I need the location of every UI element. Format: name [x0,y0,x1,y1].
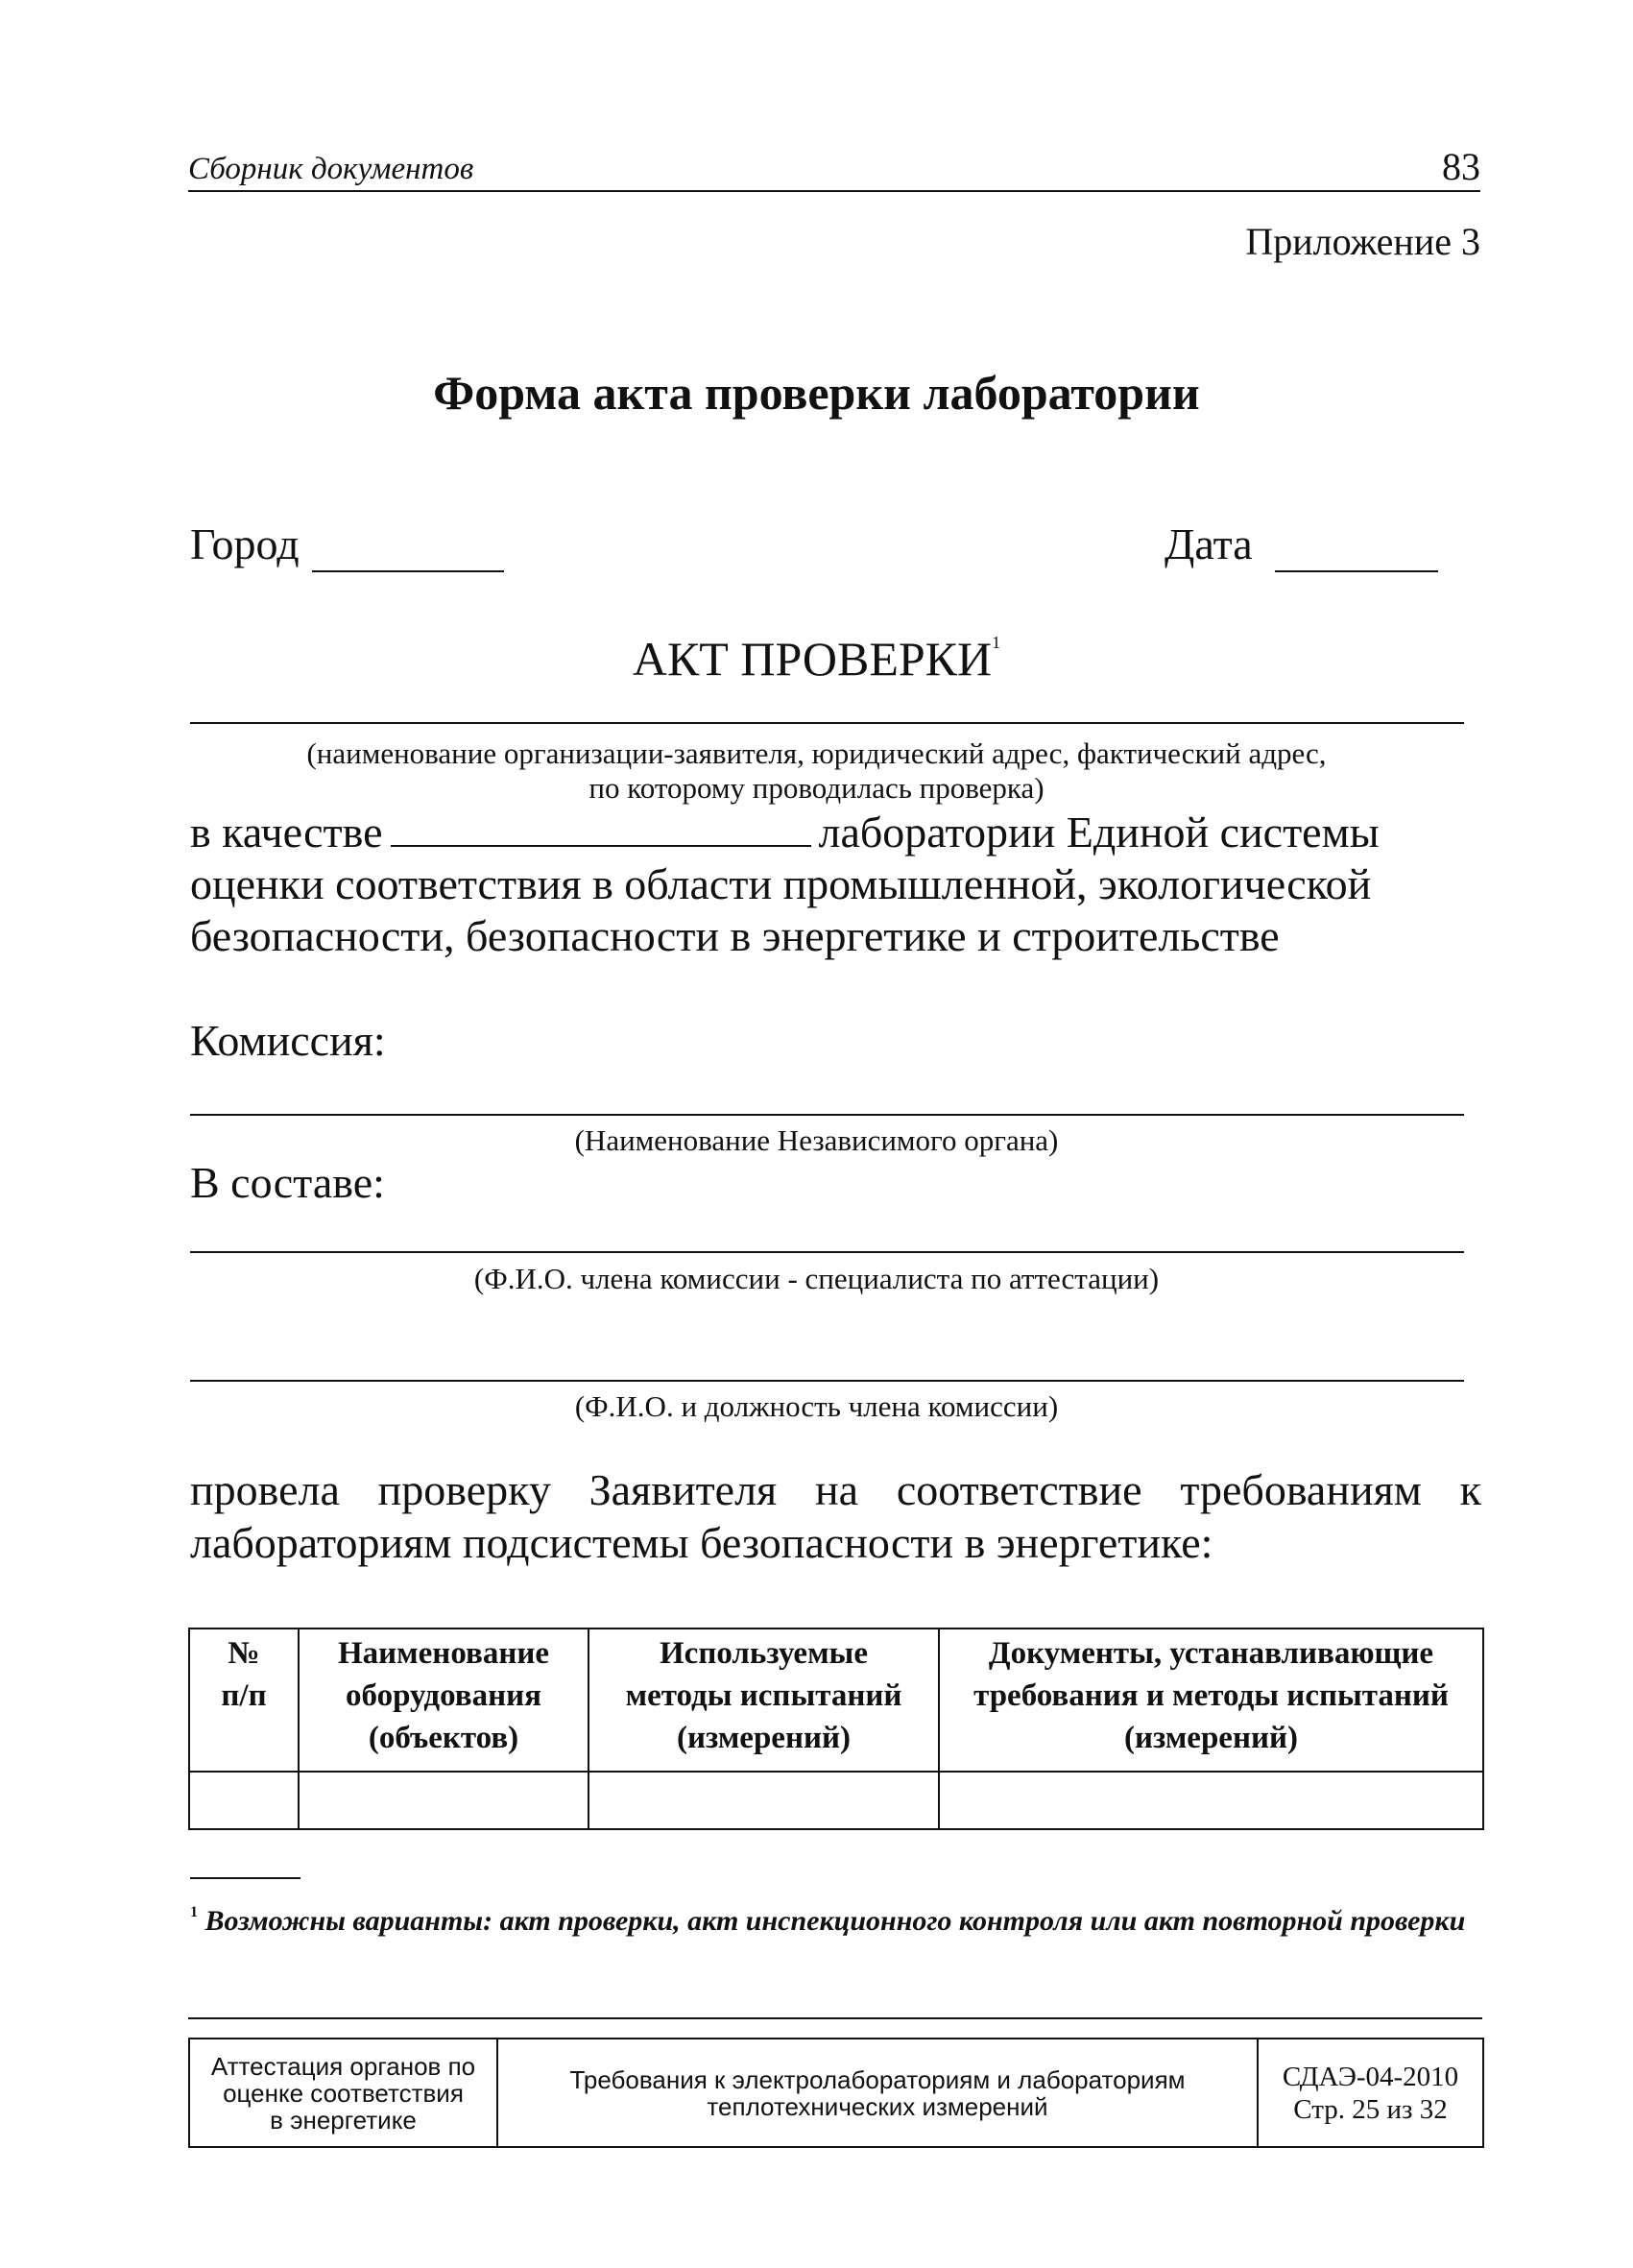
composition-label: В составе: [190,1158,385,1207]
city-blank-field [312,570,504,572]
organization-caption-line1: (наименование организации-заявителя, юридический адрес, фактический адрес, [306,736,1327,770]
column-header-number: № п/п [189,1629,299,1772]
footer-table [188,2038,1484,2148]
header-rule [188,190,1480,192]
table-cell [939,1772,1483,1829]
page-number: 83 [1442,145,1480,188]
act-title [0,631,1633,687]
footnote-text: Возможны варианты: акт проверки, акт инспекционного контроля или акт повторной проверки [204,1905,1466,1937]
capacity-line3: безопасности, безопасности в энергетике и строительстве [190,911,1280,960]
table-header-row [189,1629,1483,1772]
conclusion-line2: лабораториям подсистемы безопасности в энергетике: [190,1518,1213,1567]
city-label: Город [190,519,300,568]
date-blank-field [1275,570,1438,572]
footer-center-cell: Требования к электролабораториям и лабораториям теплотехнических измерений [497,2039,1258,2147]
requirements-table [188,1628,1484,1830]
capacity-suffix: лаборатории Единой системы [818,808,1380,857]
commission-caption: (Наименование Независимого органа) [574,1123,1059,1157]
footer-rule [188,2017,1482,2019]
organization-caption-line2: по которому проводилась проверка) [588,771,1045,805]
table-cell [189,1772,299,1829]
member2-blank-field [190,1380,1464,1382]
running-header-title: Сборник документов [188,152,474,186]
table-row [189,1772,1483,1829]
footer-right-cell: СДАЭ-04-2010 Стр. 25 из 32 [1258,2039,1483,2147]
member1-blank-field [190,1251,1464,1253]
capacity-line [190,807,1481,858]
appendix-label: Приложение 3 [1245,220,1480,263]
column-header-equipment: Наименование оборудования (объектов) [299,1629,588,1772]
table-cell [299,1772,588,1829]
column-header-methods: Используемые методы испытаний (измерений) [588,1629,939,1772]
date-label: Дата [1165,519,1253,568]
act-title-text: АКТ ПРОВЕРКИ [632,632,993,686]
member1-caption: (Ф.И.О. члена комиссии - специалиста по аттестации) [473,1262,1160,1295]
footnote-mark: 1 [190,1904,198,1920]
footnote [190,1892,1467,1942]
capacity-blank-field [391,816,811,847]
conclusion-line1: провела проверку Заявителя на соответствие требованиям к [190,1465,1481,1514]
capacity-line2: оценки соответствия в области промышленной, экологической [190,859,1372,908]
footer-left-cell: Аттестация органов по оценке соответствия в энергетике [189,2039,497,2147]
footnote-rule [190,1877,300,1879]
organization-blank-field [190,722,1464,724]
form-title: Форма акта проверки лаборатории [433,366,1200,420]
table-cell [588,1772,939,1829]
act-footnote-mark: 1 [992,633,1001,652]
member2-caption: (Ф.И.О. и должность члена комиссии) [574,1389,1059,1423]
column-header-documents: Документы, устанавливающие требования и методы испытаний (измерений) [939,1629,1483,1772]
commission-blank-field [190,1114,1464,1116]
capacity-prefix: в качестве [190,808,383,857]
commission-label: Комиссия: [190,1016,386,1065]
